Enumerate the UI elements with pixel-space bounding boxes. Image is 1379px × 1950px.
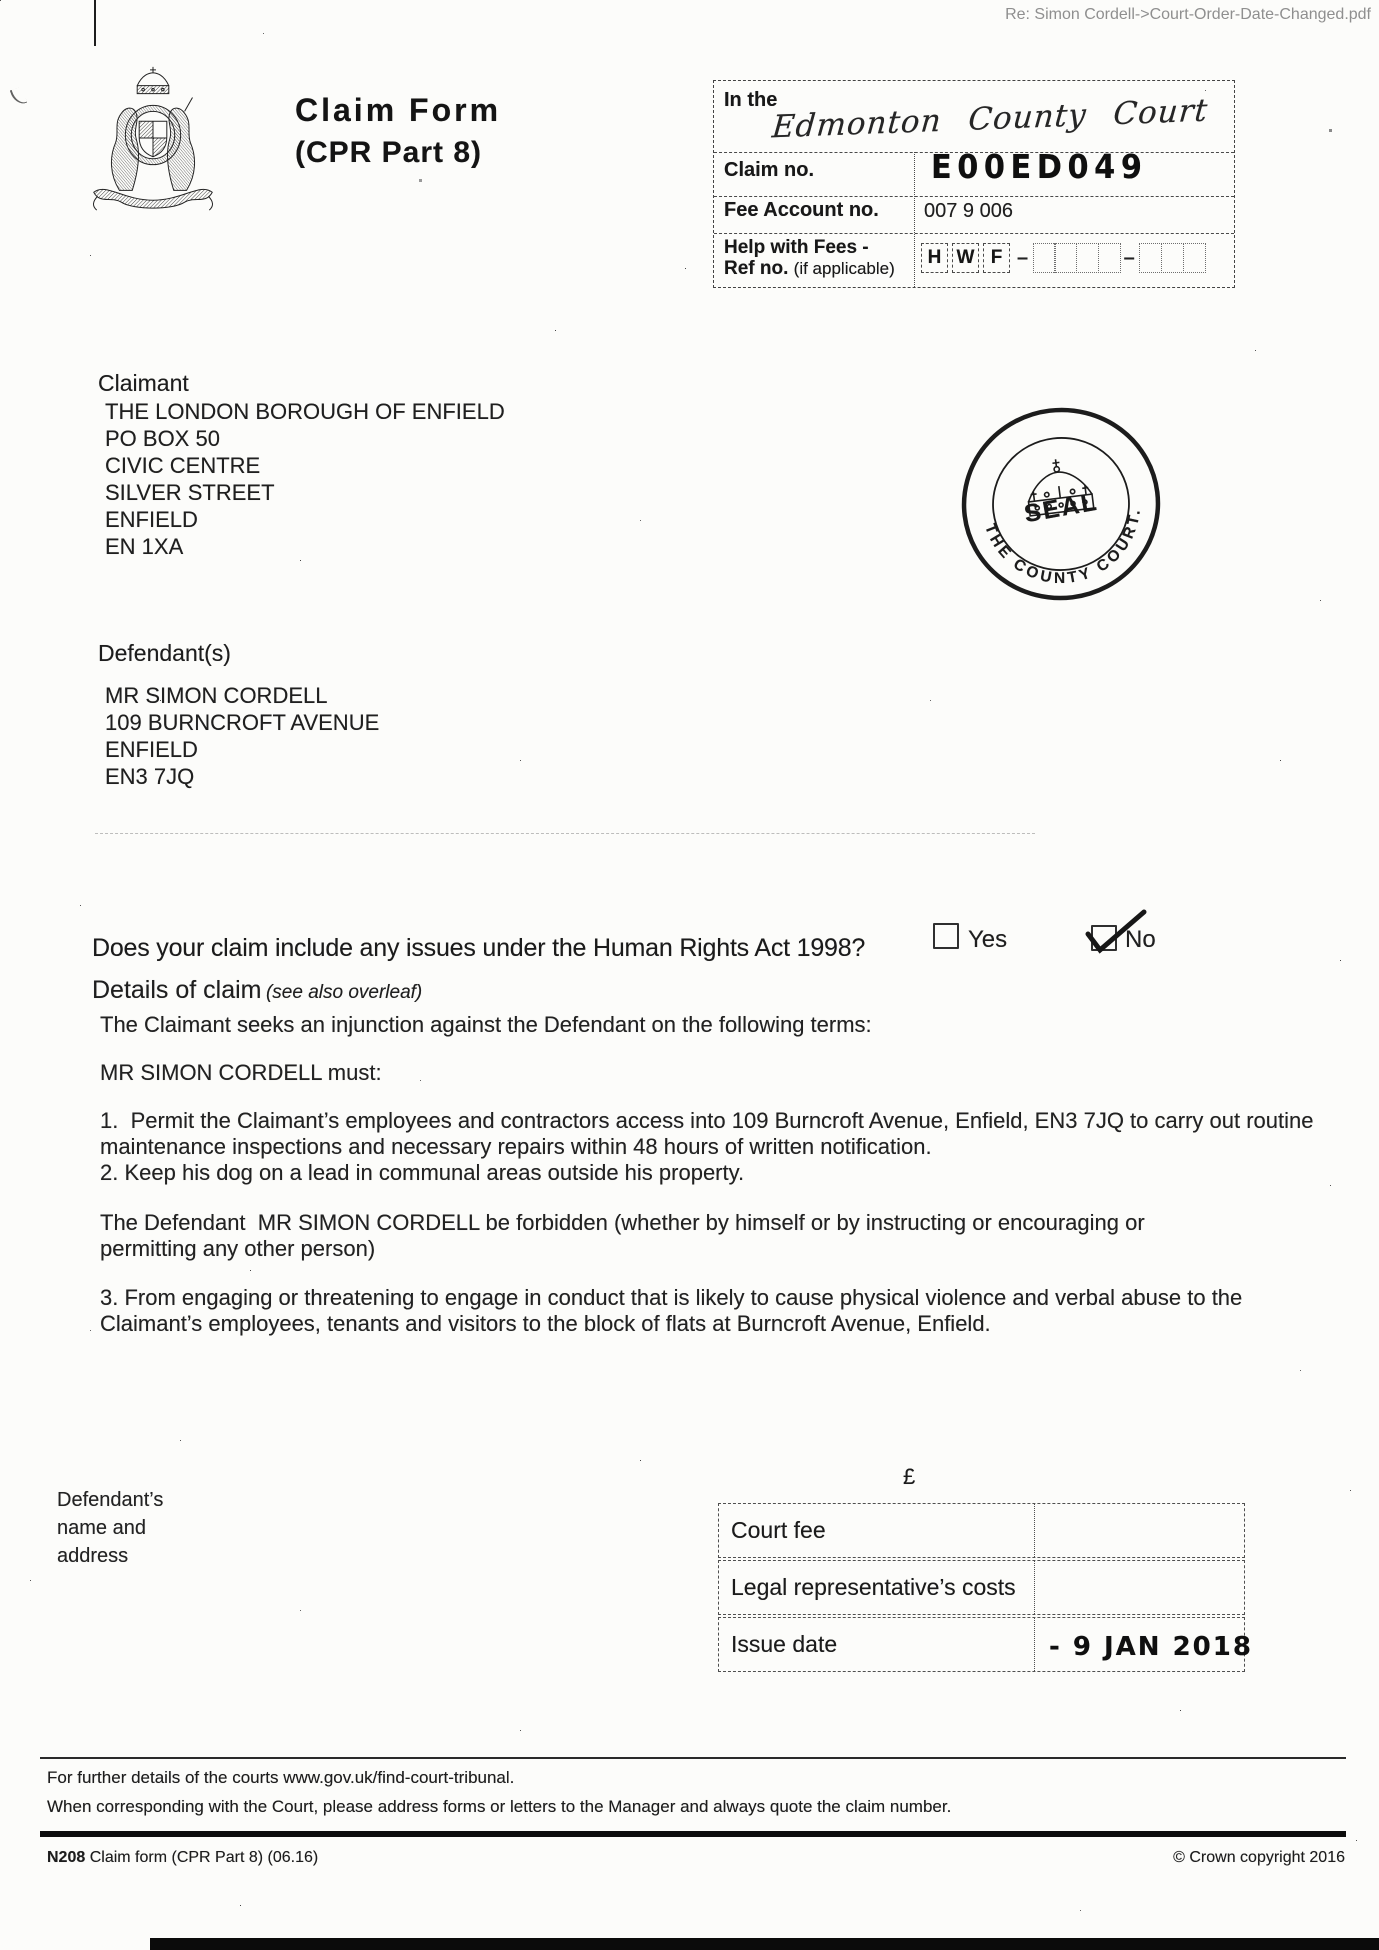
scan-noise [0, 0, 1, 1]
hwf-empty-box [1098, 243, 1121, 273]
details-heading [92, 976, 422, 1005]
scan-artifact-line [94, 0, 96, 46]
legal-costs-row [718, 1560, 1245, 1615]
claimant-address-line: THE LONDON BOROUGH OF ENFIELD [105, 399, 505, 424]
details-heading-note: (see also overleaf) [265, 982, 423, 1003]
defendant-address-line: ENFIELD [105, 737, 198, 762]
defendant-address [105, 682, 379, 790]
claim-terms-subject: MR SIMON CORDELL must: [100, 1060, 382, 1085]
unicorn-supporter-icon [168, 108, 195, 190]
crown-icon [137, 67, 169, 94]
seal-center-text: SEAL [1022, 487, 1101, 529]
row-divider [714, 233, 1234, 234]
hra-question-text: Does your claim include any issues under the Human Rights Act 1998? [92, 934, 866, 962]
footer-note-line2: When corresponding with the Court, please address forms or letters to the Manager and always quote the claim number. [47, 1797, 952, 1816]
county-court-seal [958, 404, 1164, 604]
hwf-note: (if applicable) [793, 259, 895, 278]
hwf-label [724, 237, 895, 279]
court-details-box [713, 80, 1235, 288]
row-divider [714, 196, 1234, 197]
defendant-name-address-label [57, 1486, 163, 1570]
hwf-letter-box: F [983, 243, 1010, 273]
motto-ribbon-icon [93, 189, 212, 210]
hwf-dash: – [1017, 246, 1029, 269]
claimant-heading: Claimant [98, 370, 189, 396]
scan-dotted-separator [95, 833, 1035, 834]
claim-term-item-3: 3. From engaging or threatening to engage in conduct that is likely to cause physical violence and verbal abuse to the Claimant’s employees, tenants and visitors to the block of flats at Burncroft Avenue, Enfield. [100, 1285, 1249, 1336]
claimant-address-line: PO BOX 50 [105, 426, 220, 451]
hwf-letter-box: H [921, 243, 948, 273]
defendant-address-line: EN3 7JQ [105, 764, 195, 789]
form-title: Claim Form [295, 92, 502, 128]
column-divider [914, 152, 915, 287]
fee-account-label: Fee Account no. [724, 199, 879, 221]
form-code-desc: Claim form (CPR Part 8) (06.16) [89, 1849, 319, 1866]
defendant-address-line: MR SIMON CORDELL [105, 683, 328, 708]
hwf-empty-box [1054, 243, 1077, 273]
yes-checkbox [933, 923, 959, 949]
scan-artifact-bottom-bar [150, 1938, 1379, 1950]
issue-date-stamp: - 9 JAN 2018 [1049, 1632, 1253, 1662]
hwf-empty-box [1076, 243, 1099, 273]
form-title-part: (CPR Part 8) [295, 136, 483, 169]
defendant-heading: Defendant(s) [98, 640, 231, 666]
hwf-ref-boxes [921, 243, 1206, 273]
hwf-empty-box [1139, 243, 1162, 273]
claimant-address-line: CIVIC CENTRE [105, 453, 261, 478]
footer-note-line1: For further details of the courts www.gov.uk/find-court-tribunal. [47, 1768, 515, 1787]
defendant-name-address-line: Defendant’s [57, 1489, 164, 1511]
hwf-empty-box [1161, 243, 1184, 273]
court-fee-row [718, 1503, 1245, 1558]
form-code: N208 [47, 1849, 86, 1866]
hwf-label-line2: Ref no. [724, 258, 789, 279]
in-the-label: In the [724, 89, 778, 111]
scan-artifact-squiggle [10, 86, 28, 106]
legal-costs-label: Legal representative’s costs [719, 1561, 1035, 1614]
fees-table [718, 1503, 1253, 1675]
hwf-letter-box: W [952, 243, 979, 273]
hwf-empty-box [1183, 243, 1206, 273]
pdf-window-title: Re: Simon Cordell->Court-Order-Date-Changed.pdf [1005, 6, 1371, 23]
form-code-line [47, 1849, 318, 1867]
seal-ring-text: THE COUNTY COURT. [981, 506, 1145, 588]
defendant-address-line: 109 BURNCROFT AVENUE [105, 710, 380, 735]
hwf-empty-box [1033, 243, 1056, 273]
no-label: No [1125, 926, 1156, 953]
court-name-handwritten: Edmonton County Court [770, 92, 1210, 146]
claim-term-item-1: 1. Permit the Claimant’s employees and contractors access into 109 Burncroft Avenue, Enfield, EN3 7JQ to carry out routine maintenance inspections and necessary repairs within 48 hours of written notification. [100, 1108, 1320, 1159]
footer-divider-thin [40, 1757, 1346, 1759]
royal-coat-of-arms [54, 60, 252, 216]
defendant-name-address-line: address [57, 1545, 129, 1567]
currency-symbol: £ [903, 1464, 916, 1489]
hwf-label-line1: Help with Fees - [724, 237, 869, 258]
claim-terms-intro: The Claimant seeks an injunction against the Defendant on the following terms: [100, 1012, 872, 1037]
claim-no-label: Claim no. [724, 159, 815, 181]
yes-label: Yes [968, 926, 1008, 953]
claimant-address-line: ENFIELD [105, 507, 198, 532]
claimant-address-line: SILVER STREET [105, 480, 275, 505]
defendant-name-address-line: name and [57, 1517, 146, 1539]
court-fee-label: Court fee [719, 1504, 1035, 1557]
details-heading-text: Details of claim [92, 976, 262, 1004]
issue-date-label: Issue date [719, 1618, 1035, 1671]
hwf-empty-group [1034, 243, 1120, 273]
footer-divider-thick [40, 1831, 1346, 1837]
fee-account-value: 007 9 006 [924, 200, 1013, 222]
shield-icon [139, 121, 167, 157]
claimant-address-line: EN 1XA [105, 534, 184, 559]
crown-copyright: © Crown copyright 2016 [1173, 1849, 1345, 1866]
issue-date-row [718, 1617, 1253, 1672]
lion-supporter-icon [111, 108, 138, 190]
hwf-dash: – [1123, 246, 1135, 269]
claimant-address [105, 398, 505, 560]
claim-forbidden-intro: The Defendant MR SIMON CORDELL be forbidden (whether by himself or by instructing or encouraging or permitting any other person) [100, 1210, 1151, 1261]
claim-no-stamp: E00ED049 [931, 147, 1148, 186]
claim-term-item-2: 2. Keep his dog on a lead in communal areas outside his property. [100, 1160, 745, 1185]
hwf-empty-group [1141, 243, 1206, 273]
